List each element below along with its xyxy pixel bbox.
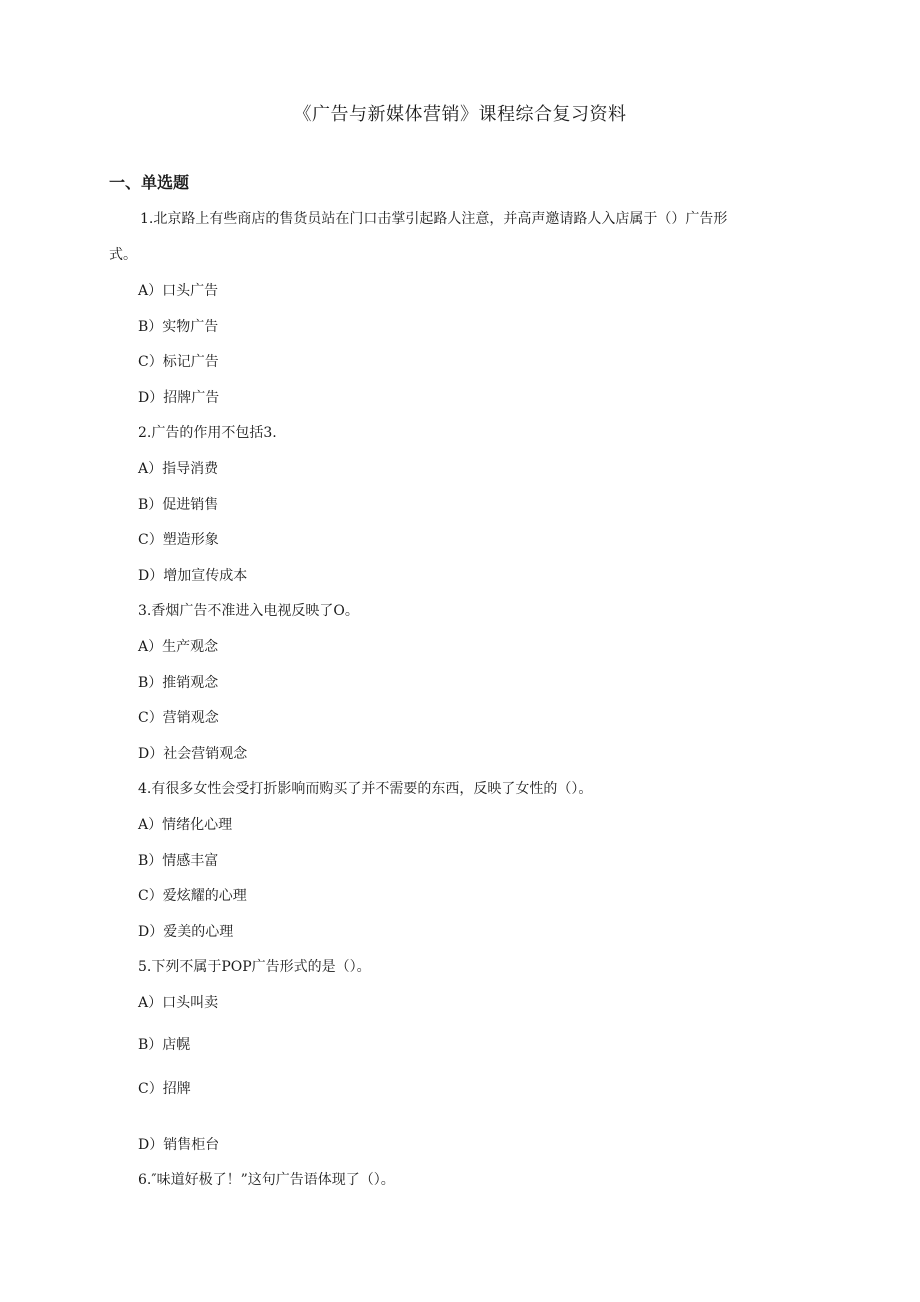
question-2-text: 2.广告的作用不包括3.: [138, 425, 277, 441]
question-1-text: 1.北京路上有些商店的售货员站在门口击掌引起路人注意，并高声邀请路人入店属于（）广告形: [140, 211, 728, 227]
question-1-option-c: C）标记广告: [138, 354, 219, 370]
question-3-option-a: A）生产观念: [138, 639, 219, 655]
question-2-option-b: B）促进销售: [138, 497, 219, 513]
question-2-option-c: C）塑造形象: [138, 532, 219, 548]
question-5-option-c: C）招牌: [138, 1081, 191, 1097]
question-1-option-b: B）实物广告: [138, 319, 219, 335]
question-5-option-b: B）店幌: [138, 1037, 191, 1053]
document-title: 《广告与新媒体营销》课程综合复习资料: [293, 104, 627, 125]
question-4-option-a: A）情绪化心理: [138, 817, 233, 833]
question-3-text: 3.香烟广告不准进入电视反映了O。: [138, 603, 359, 619]
question-5-option-a: A）口头叫卖: [138, 995, 219, 1011]
question-6-text: 6.″味道好极了！”这句广告语体现了（）。: [138, 1172, 395, 1188]
question-1-text-continued: 式。: [109, 247, 137, 263]
question-5-text: 5.下列不属于POP广告形式的是（）。: [138, 959, 371, 975]
question-4-option-c: C）爱炫耀的心理: [138, 888, 247, 904]
question-3-option-b: B）推销观念: [138, 675, 219, 691]
section-heading: 一、单选题: [109, 173, 190, 192]
question-4-option-d: D）爱美的心理: [138, 924, 234, 940]
question-3-option-d: D）社会营销观念: [138, 746, 248, 762]
question-2-option-d: D）增加宣传成本: [138, 568, 248, 584]
question-3-option-c: C）营销观念: [138, 710, 219, 726]
question-5-option-d: D）销售柜台: [138, 1137, 220, 1153]
question-4-option-b: B）情感丰富: [138, 853, 219, 869]
question-1-option-d: D）招牌广告: [138, 390, 220, 406]
question-2-option-a: A）指导消费: [138, 461, 219, 477]
question-4-text: 4.有很多女性会受打折影响而购买了并不需要的东西，反映了女性的（）。: [138, 781, 593, 797]
question-1-option-a: A）口头广告: [138, 283, 219, 299]
